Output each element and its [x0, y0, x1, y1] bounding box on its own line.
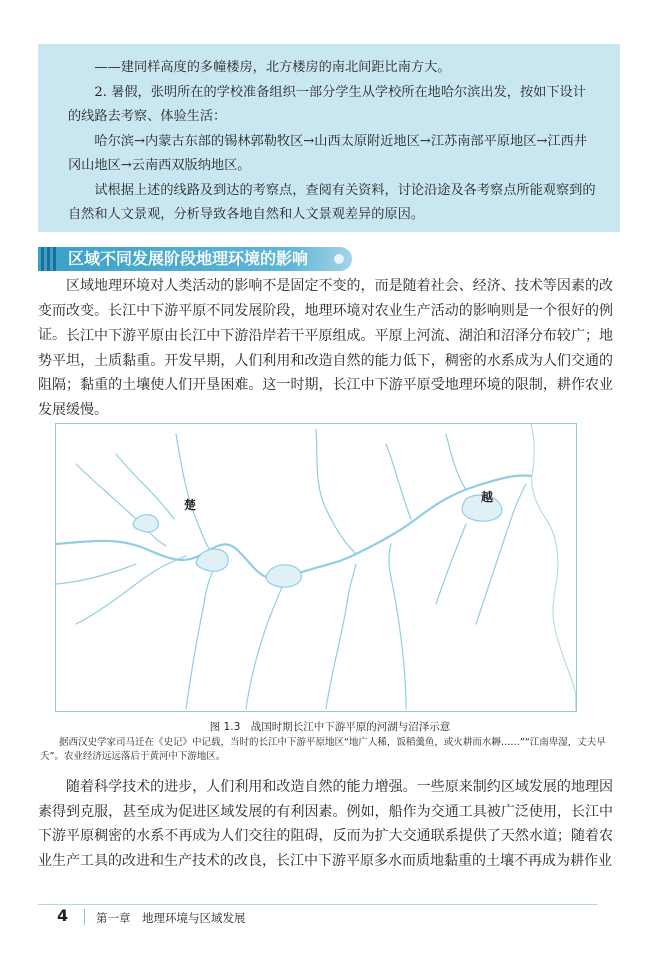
paragraph-2-text: 长江中下游平原由长江中下游沿岸若干平原组成。平原上河流、湖泊和沼泽分布较广；地势平坦，土质黏重。开发早期，人们利用和改造自然的能力低下，稠密的水系成为人们交通的阻隔；黏重的土壤使人们开垦困难。这一时期，长江中下游平原受地理环境的限制，耕作农业发展缓慢。	[38, 328, 613, 419]
paragraph-3	[38, 775, 613, 874]
activity-route: 哈尔滨→内蒙古东部的锡林郭勒牧区→山西太原附近地区→江苏南部平原地区→江西井冈山地区→云南西双版纳地区。	[68, 133, 587, 173]
heading-stripes-icon	[38, 247, 60, 271]
page-number: 4	[57, 906, 69, 925]
footer-divider	[38, 904, 598, 905]
figure-note	[40, 736, 625, 764]
figure-caption: 图 1.3 战国时期长江中下游平原的河湖与沼泽示意	[209, 721, 451, 733]
heading-cap-icon	[334, 254, 344, 264]
figure-note-text: 据西汉史学家司马迁在《史记》中记载，当时的长江中下游平原地区“地广人稀，饭稻羹鱼，或火耕而水耨……”“江南卑湿，丈夫早夭”。农业经济远远落后于黄河中下游地区。	[40, 737, 606, 762]
section-heading-bar	[38, 247, 352, 271]
activity-line-1: ——建同样高度的多幢楼房，北方楼房的南北间距比南方大。	[94, 60, 451, 75]
activity-item-2: 2. 暑假，张明所在的学校准备组织一部分学生从学校所在地哈尔滨出发，按如下设计的线路去考察、体验生活：	[68, 84, 586, 124]
chapter-title: 第一章 地理环境与区域发展	[96, 911, 246, 925]
map-label-chu: 楚	[184, 498, 197, 512]
river-lake-map	[56, 424, 576, 711]
activity-task: 试根据上述的线路及到达的考察点，查阅有关资料，讨论沿途及各考察点所能观察到的自然和人文景观，分析导致各地自然和人文景观差异的原因。	[68, 182, 596, 222]
section-title: 区域不同发展阶段地理环境的影响	[68, 249, 309, 268]
map-figure	[55, 423, 577, 712]
activity-box	[38, 44, 620, 232]
map-label-yue: 越	[481, 490, 494, 504]
paragraph-2	[38, 324, 613, 423]
footer-separator	[84, 909, 85, 925]
paragraph-3-text: 随着科学技术的进步，人们利用和改造自然的能力增强。一些原来制约区域发展的地理因素得到克服，甚至成为促进区域发展的有利因素。例如，船作为交通工具被广泛使用，长江中下游平原稠密的水系不再成为人们交往的阻碍，反而为扩大交通联系提供了天然水道；随着农业生产工具的改进和生产技术的改良，长江中下游平原多水而质地黏重的土壤不再成为耕作业	[38, 779, 613, 870]
paragraph-1-text: 区域地理环境对人类活动的影响不是固定不变的，而是随着社会、经济、技术等因素的改变而改变。长江中下游平原不同发展阶段，地理环境对农业生产活动的影响则是一个很好的例证。	[38, 278, 613, 344]
